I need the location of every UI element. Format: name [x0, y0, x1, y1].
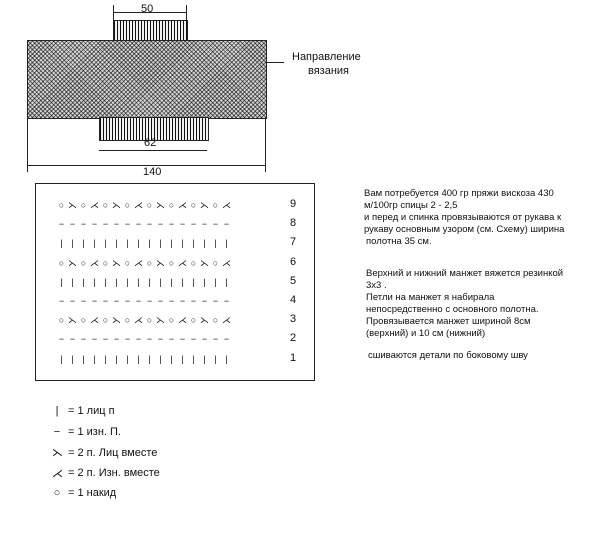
purl-stitch-symbol: −: [135, 334, 142, 345]
purl-stitch-symbol: −: [124, 334, 131, 345]
decrease-symbol: ⋋: [112, 315, 121, 326]
knit-stitch-symbol: |: [159, 353, 162, 364]
knit-stitch-symbol: |: [170, 353, 173, 364]
decrease-symbol: ⋌: [222, 315, 231, 326]
yarn-over-symbol: ○: [58, 257, 65, 268]
note-line: непосредственно с основного полотна.: [366, 304, 539, 315]
chart-row: [56, 256, 276, 270]
decrease-symbol: ⋋: [112, 200, 121, 210]
purl-stitch-symbol: −: [102, 219, 109, 230]
note-line: Петли на манжет я набирала: [366, 292, 495, 303]
yarn-over-symbol: ○: [212, 200, 219, 210]
knit-stitch-symbol: |: [115, 276, 118, 287]
purl-stitch-symbol: −: [190, 219, 197, 230]
decrease-symbol: ⋌: [134, 257, 143, 268]
purl-stitch-symbol: −: [69, 334, 76, 345]
purl-stitch-symbol: −: [190, 296, 197, 306]
notes-paragraph-1: [364, 188, 594, 248]
decrease-symbol: ⋌: [178, 315, 187, 326]
knit-stitch-symbol: |: [170, 238, 173, 249]
decrease-symbol: ⋌: [134, 200, 143, 210]
knit-stitch-symbol: |: [181, 353, 184, 364]
knit-stitch-symbol: |: [115, 238, 118, 249]
knit-stitch-symbol: |: [192, 238, 195, 249]
decrease-symbol: ⋌: [178, 257, 187, 268]
decrease-symbol: ⋌: [222, 257, 231, 268]
chart-row-number: 5: [290, 274, 297, 287]
purl-stitch-symbol: −: [201, 334, 208, 345]
legend-item: [52, 426, 121, 438]
knit-stitch-symbol: |: [60, 353, 63, 364]
knit-stitch-symbol: |: [60, 276, 63, 287]
knit-stitch-symbol: |: [82, 238, 85, 249]
purl-stitch-symbol: −: [157, 296, 164, 306]
purl-stitch-symbol: −: [223, 219, 230, 230]
purl-stitch-symbol: −: [102, 296, 109, 306]
total-width-label: 140: [143, 166, 162, 178]
knit-stitch-symbol: |: [159, 276, 162, 287]
chart-row-number: 9: [290, 198, 297, 210]
purl-stitch-symbol: −: [80, 334, 87, 345]
yarn-over-symbol: ○: [168, 315, 175, 326]
note-line: и перед и спинка провязываются от рукава к: [364, 212, 562, 223]
chart-row-number: 3: [290, 313, 297, 326]
purl-stitch-symbol: −: [58, 296, 65, 306]
yarn-over-symbol: ○: [124, 257, 131, 268]
decrease-symbol: ⋋: [156, 257, 165, 268]
yarn-over-symbol: ○: [102, 257, 109, 268]
yarn-over-symbol: ○: [102, 315, 109, 326]
direction-label-line1: Направление: [292, 51, 361, 63]
knit-stitch-symbol: |: [126, 238, 129, 249]
decrease-symbol: ⋋: [200, 257, 209, 268]
knit-stitch-symbol: |: [104, 238, 107, 249]
notes-paragraph-3: сшиваются детали по боковому шву: [368, 350, 528, 361]
knit-stitch-symbol: |: [170, 276, 173, 287]
chart-row: [56, 275, 276, 289]
chart-row-number: 4: [290, 294, 297, 306]
yarn-over-symbol: ○: [124, 200, 131, 210]
purl-stitch-symbol: −: [146, 296, 153, 306]
knit-stitch-symbol: |: [71, 353, 74, 364]
yarn-over-symbol: ○: [102, 200, 109, 210]
purl-stitch-symbol: −: [168, 219, 175, 230]
note-line: полотна 35 см.: [366, 236, 432, 247]
purl-stitch-symbol: −: [58, 334, 65, 345]
knit-stitch-symbol: |: [225, 353, 228, 364]
knit-stitch-symbol: |: [137, 276, 140, 287]
yarn-over-symbol: ○: [80, 315, 87, 326]
decrease-symbol: ⋌: [90, 200, 99, 210]
purl-stitch-symbol: −: [212, 296, 219, 306]
yarn-over-symbol: ○: [212, 257, 219, 268]
purl-stitch-symbol: −: [157, 334, 164, 345]
purl-stitch-symbol: −: [157, 219, 164, 230]
purl-stitch-symbol: −: [135, 219, 142, 230]
purl-stitch-symbol: −: [179, 219, 186, 230]
purl-stitch-symbol: −: [135, 296, 142, 306]
yarn-over-symbol: ○: [168, 200, 175, 210]
chart-row: [56, 313, 276, 327]
knit-stitch-symbol: |: [225, 276, 228, 287]
notes-paragraph-2: [366, 268, 596, 340]
decrease-symbol: ⋋: [156, 315, 165, 326]
knit-stitch-symbol: |: [60, 238, 63, 249]
purl-stitch-symbol: −: [69, 219, 76, 230]
knit-stitch-symbol: |: [126, 276, 129, 287]
legend-item: [52, 467, 160, 480]
knit-stitch-symbol: |: [82, 353, 85, 364]
note-line: 3х3 .: [366, 280, 387, 291]
knit-stitch-symbol: |: [192, 353, 195, 364]
knit-stitch-symbol: |: [181, 276, 184, 287]
purl-stitch-symbol: −: [146, 219, 153, 230]
yarn-over-symbol: ○: [190, 200, 197, 210]
decrease-symbol: ⋋: [68, 200, 77, 210]
bottom-width-label: 62: [144, 137, 157, 149]
yarn-over-symbol: ○: [146, 315, 153, 326]
knit-stitch-symbol: |: [214, 276, 217, 287]
knit-stitch-symbol: |: [203, 238, 206, 249]
decrease-symbol: ⋌: [222, 200, 231, 210]
purl-stitch-symbol: −: [223, 334, 230, 345]
direction-pointer: [266, 62, 284, 63]
purl-stitch-symbol: −: [58, 219, 65, 230]
purl-stitch-symbol: −: [113, 334, 120, 345]
note-line: (верхний) и 10 см (нижний): [366, 328, 486, 339]
knit-stitch-symbol: |: [115, 353, 118, 364]
knit-stitch-symbol: |: [93, 353, 96, 364]
yarn-over-symbol: ○: [190, 315, 197, 326]
legend-symbol: |: [55, 405, 59, 417]
knit-stitch-symbol: |: [192, 276, 195, 287]
dim-tick-right-total: [265, 117, 266, 172]
purl-stitch-symbol: −: [102, 334, 109, 345]
decrease-symbol: ⋌: [134, 315, 143, 326]
purl-stitch-symbol: −: [212, 219, 219, 230]
knit-stitch-symbol: |: [148, 276, 151, 287]
knit-stitch-symbol: |: [148, 353, 151, 364]
chart-row: [56, 332, 276, 346]
legend-symbol: ⋋: [52, 447, 63, 459]
purl-stitch-symbol: −: [190, 334, 197, 345]
knit-stitch-symbol: |: [203, 276, 206, 287]
knit-stitch-symbol: |: [159, 238, 162, 249]
legend-text: = 1 накид: [68, 487, 117, 499]
yarn-over-symbol: ○: [80, 257, 87, 268]
legend-item: [52, 446, 157, 459]
legend-item: [52, 487, 116, 499]
purl-stitch-symbol: −: [80, 219, 87, 230]
decrease-symbol: ⋋: [68, 257, 77, 268]
yarn-over-symbol: ○: [124, 315, 131, 326]
purl-stitch-symbol: −: [124, 219, 131, 230]
note-line: м/100гр спицы 2 - 2,5: [364, 200, 458, 211]
chart-row-number: 7: [290, 236, 297, 249]
purl-stitch-symbol: −: [179, 334, 186, 345]
purl-stitch-symbol: −: [168, 334, 175, 345]
knit-stitch-symbol: |: [93, 276, 96, 287]
knit-stitch-symbol: |: [82, 276, 85, 287]
purl-stitch-symbol: −: [69, 296, 76, 306]
purl-stitch-symbol: −: [212, 334, 219, 345]
knit-stitch-symbol: |: [214, 353, 217, 364]
legend-text: = 1 изн. П.: [68, 425, 121, 438]
top-rib-cuff: [113, 20, 188, 42]
purl-stitch-symbol: −: [146, 334, 153, 345]
main-knitted-panel: [27, 40, 267, 119]
note-line: Верхний и нижний манжет вяжется резинкой: [366, 268, 564, 279]
dim-line-bottom: [99, 150, 207, 151]
top-width-label: 50: [141, 3, 154, 15]
chart-row-number: 2: [290, 332, 297, 345]
purl-stitch-symbol: −: [168, 296, 175, 306]
knit-stitch-symbol: |: [225, 238, 228, 249]
knit-stitch-symbol: |: [126, 353, 129, 364]
dim-tick-left-total: [27, 117, 28, 172]
decrease-symbol: ⋌: [178, 200, 187, 210]
knit-stitch-symbol: |: [181, 238, 184, 249]
purl-stitch-symbol: −: [113, 219, 120, 230]
knit-stitch-symbol: |: [104, 353, 107, 364]
purl-stitch-symbol: −: [201, 296, 208, 306]
legend-text: = 2 п. Лиц вместе: [68, 446, 158, 459]
legend-item: [52, 405, 115, 417]
decrease-symbol: ⋌: [90, 257, 99, 268]
note-line: Провязывается манжет шириной 8см: [366, 316, 531, 327]
yarn-over-symbol: ○: [212, 315, 219, 326]
yarn-over-symbol: ○: [190, 257, 197, 268]
knit-stitch-symbol: |: [148, 238, 151, 249]
knit-stitch-symbol: |: [214, 238, 217, 249]
purl-stitch-symbol: −: [201, 219, 208, 230]
chart-row: [56, 198, 276, 212]
dim-tick-right-top: [186, 5, 187, 20]
direction-label-line2: вязания: [308, 65, 350, 77]
chart-row-number: 8: [290, 217, 297, 230]
decrease-symbol: ⋋: [68, 315, 77, 326]
purl-stitch-symbol: −: [113, 296, 120, 306]
decrease-symbol: ⋋: [200, 200, 209, 210]
yarn-over-symbol: ○: [168, 257, 175, 268]
decrease-symbol: ⋋: [200, 315, 209, 326]
chart-row: [56, 217, 276, 231]
note-line: Вам потребуется 400 гр пряжи вискоза 430: [364, 188, 554, 199]
knit-stitch-symbol: |: [93, 238, 96, 249]
purl-stitch-symbol: −: [91, 219, 98, 230]
chart-row-number: 1: [290, 351, 297, 364]
yarn-over-symbol: ○: [58, 200, 65, 210]
stitch-chart: [35, 183, 315, 381]
purl-stitch-symbol: −: [223, 296, 230, 306]
yarn-over-symbol: ○: [146, 257, 153, 268]
purl-stitch-symbol: −: [80, 296, 87, 306]
chart-row: [56, 236, 276, 250]
garment-schematic: [0, 0, 600, 185]
purl-stitch-symbol: −: [91, 296, 98, 306]
knit-stitch-symbol: |: [203, 353, 206, 364]
purl-stitch-symbol: −: [124, 296, 131, 306]
chart-row: [56, 352, 276, 366]
note-line: рукаву основным узором (см. Схему) ширина: [364, 224, 565, 235]
chart-row: [56, 294, 276, 308]
legend-symbol: ⋌: [52, 467, 63, 480]
knit-stitch-symbol: |: [71, 276, 74, 287]
decrease-symbol: ⋋: [156, 200, 165, 210]
purl-stitch-symbol: −: [91, 334, 98, 345]
legend-text: = 2 п. Изн. вместе: [68, 467, 160, 479]
purl-stitch-symbol: −: [179, 296, 186, 306]
decrease-symbol: ⋌: [90, 315, 99, 326]
legend-symbol: ○: [53, 487, 61, 499]
knitting-direction-label: [292, 50, 361, 78]
yarn-over-symbol: ○: [80, 200, 87, 210]
knit-stitch-symbol: |: [104, 276, 107, 287]
chart-row-number: 6: [290, 255, 297, 268]
yarn-over-symbol: ○: [58, 315, 65, 326]
knit-stitch-symbol: |: [137, 238, 140, 249]
yarn-over-symbol: ○: [146, 200, 153, 210]
legend-symbol: −: [53, 425, 61, 438]
decrease-symbol: ⋋: [112, 257, 121, 268]
legend-text: = 1 лиц п: [68, 405, 115, 417]
knit-stitch-symbol: |: [71, 238, 74, 249]
knit-stitch-symbol: |: [137, 353, 140, 364]
